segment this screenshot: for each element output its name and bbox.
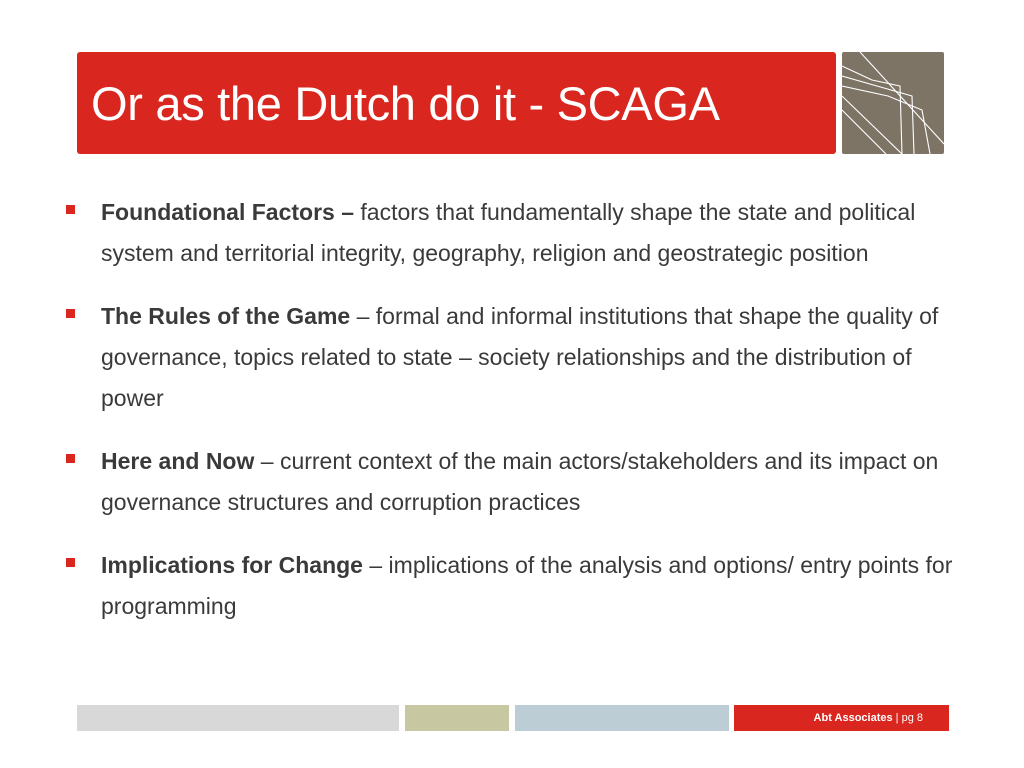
bullet-item — [65, 441, 965, 523]
red-square-bullet-icon — [66, 454, 75, 463]
bullet-item — [65, 296, 965, 419]
abt-logo-icon — [842, 52, 944, 154]
bullet-text: factors that fundamentally shape the state and political system and territorial integrity, geography, religion and geostrategic position — [101, 199, 916, 266]
red-square-bullet-icon — [66, 558, 75, 567]
bullet-term: Implications for Change — [101, 552, 363, 578]
red-square-bullet-icon — [66, 205, 75, 214]
bullet-list — [65, 192, 965, 649]
page-number: | pg 8 — [892, 712, 923, 724]
slide-title: Or as the Dutch do it - SCAGA — [91, 76, 720, 130]
footer-bar-grey — [77, 705, 399, 731]
bullet-term: The Rules of the Game — [101, 303, 351, 329]
bullet-text: – formal and informal institutions that shape the quality of governance, topics related to state – society relationships and the distribution of power — [101, 303, 939, 411]
footer-bar-blue — [515, 705, 729, 731]
footer-company: Abt Associates — [813, 712, 893, 724]
title-bar — [77, 52, 836, 154]
bullet-term: Here and Now — [101, 448, 255, 474]
red-square-bullet-icon — [66, 309, 75, 318]
bullet-term: Foundational Factors – — [101, 199, 355, 225]
footer-bar-red — [734, 705, 949, 731]
bullet-item — [65, 192, 965, 274]
bullet-text: – implications of the analysis and options/ entry points for programming — [101, 552, 953, 619]
footer-label — [814, 712, 923, 724]
bullet-text: – current context of the main actors/stakeholders and its impact on governance structures and corruption practices — [101, 448, 939, 515]
bullet-item — [65, 545, 965, 627]
footer-bar-olive — [405, 705, 509, 731]
